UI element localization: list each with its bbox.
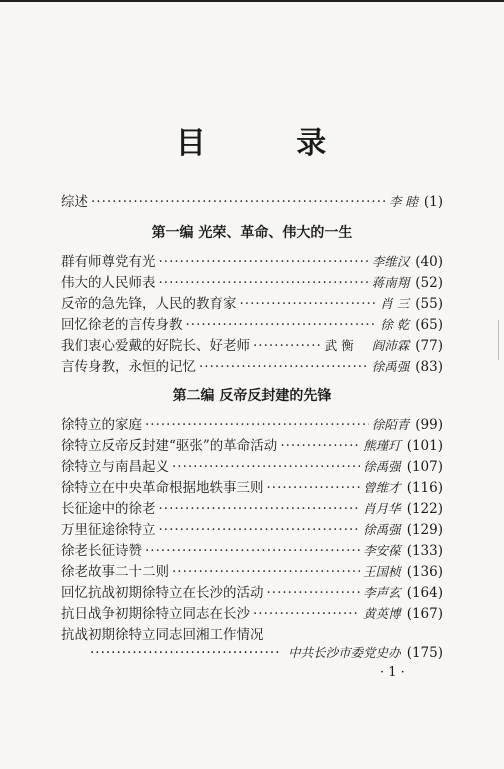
leader-dots <box>253 606 360 622</box>
leader-dots <box>172 459 360 475</box>
toc-entry-page: (167) <box>406 606 443 622</box>
toc-entry-page: (129) <box>406 522 443 538</box>
section-heading: 第二编 反帝反封建的先锋 <box>172 388 332 404</box>
toc-entry-author: 徐陌青 <box>371 417 410 432</box>
toc-entry-page: (55) <box>415 296 443 312</box>
toc-entry-title: 综述 <box>61 194 88 210</box>
toc-entry-page: (136) <box>406 564 443 580</box>
toc-entry-author: 蒋南翔 <box>371 275 410 290</box>
toc-entry[interactable] <box>61 623 443 643</box>
toc-entry-title: 言传身教，永恒的记忆 <box>61 359 196 375</box>
toc-entry[interactable] <box>61 313 443 333</box>
toc-entry-page: (175) <box>406 645 443 661</box>
leader-dots <box>172 564 360 580</box>
toc-entry-title: 徐特立反帝反封建“驱张”的革命活动 <box>61 438 278 454</box>
toc-entry-continuation[interactable] <box>90 643 443 663</box>
toc-entry[interactable] <box>61 271 443 291</box>
toc-entry[interactable] <box>61 560 443 580</box>
toc-entry-author: 徐禹强 <box>371 359 410 374</box>
toc-entry-page: (101) <box>406 438 443 454</box>
toc-entry-author: 肖 三 <box>380 296 410 311</box>
toc-entry[interactable] <box>61 455 443 475</box>
leader-dots <box>145 543 360 559</box>
leader-dots <box>159 254 369 270</box>
page-title: 目 录 <box>175 126 367 161</box>
toc-entry-author: 徐 乾 <box>380 317 410 332</box>
toc-entry-page: (133) <box>406 543 443 559</box>
leader-dots <box>253 338 322 354</box>
toc-entry-page: (52) <box>415 275 443 291</box>
toc-entry-author: 李安葆 <box>363 543 401 558</box>
toc-entry[interactable] <box>61 518 443 538</box>
toc-entry-title: 徐特立与南昌起义 <box>61 459 169 475</box>
leader-dots <box>159 522 361 538</box>
toc-entry[interactable] <box>61 497 443 517</box>
scan-edge-mark <box>498 320 499 360</box>
toc-entry-author: 徐禹强 <box>363 522 401 537</box>
toc-entry-title: 回忆徐老的言传身教 <box>61 317 183 333</box>
leader-dots <box>145 417 369 433</box>
toc-entry-author: 李维汉 <box>371 254 410 269</box>
leader-dots <box>159 275 369 291</box>
toc-entry[interactable] <box>61 334 443 354</box>
leader-dots <box>280 438 360 454</box>
toc-entry-page: (116) <box>406 480 443 496</box>
page-top-border <box>0 0 504 14</box>
toc-entry-title: 我们衷心爱戴的好院长、好老师 <box>61 338 250 354</box>
toc-entry-title: 抗日战争初期徐特立同志在长沙 <box>61 606 250 622</box>
toc-entry[interactable] <box>61 602 443 622</box>
toc-entry-title: 徐老长征诗赞 <box>61 543 142 559</box>
toc-entry-author: 曾维才 <box>363 480 401 495</box>
toc-entry-author: 王国桢 <box>363 564 401 579</box>
toc-entry[interactable] <box>61 539 443 559</box>
toc-entry-title: 回忆抗战初期徐特立在长沙的活动 <box>61 585 264 601</box>
toc-entry-page: (107) <box>406 459 443 475</box>
toc-entry-page: (83) <box>415 359 443 375</box>
toc-entry-title: 长征途中的徐老 <box>61 501 156 517</box>
toc-entry-author: 李声玄 <box>363 585 401 600</box>
toc-entry-page: (122) <box>406 501 443 517</box>
toc-entry[interactable] <box>61 434 443 454</box>
toc-entry-title: 抗战初期徐特立同志回湘工作情况 <box>61 627 264 643</box>
toc-entry-author: 熊瑾玎 <box>363 438 401 453</box>
leader-dots <box>240 296 378 312</box>
toc-entry-page: (1) <box>423 194 443 210</box>
leader-dots <box>267 480 361 496</box>
section-heading: 第一编 光荣、革命、伟大的一生 <box>151 225 353 241</box>
toc-entry-title: 徐特立的家庭 <box>61 417 142 433</box>
toc-entry-author: 中共长沙市委党史办 <box>288 645 401 660</box>
toc-entry[interactable] <box>61 355 443 375</box>
toc-entry-title: 徐老故事二十二则 <box>61 564 169 580</box>
page-number: · 1 · <box>380 665 405 680</box>
toc-entry-author: 黄英博 <box>363 606 401 621</box>
toc-entry-author: 李 睦 <box>388 194 418 209</box>
toc-entry-author: 阎沛霖 <box>371 338 410 353</box>
toc-entry-page: (65) <box>415 317 443 333</box>
leader-dots <box>267 585 361 601</box>
leader-dots <box>199 359 369 375</box>
toc-entry-title: 反帝的急先锋，人民的教育家 <box>61 296 237 312</box>
leader-dots <box>90 645 280 661</box>
leader-dots <box>159 501 361 517</box>
toc-entry-title: 徐特立在中央革命根据地轶事三则 <box>61 480 264 496</box>
toc-entry-page: (164) <box>406 585 443 601</box>
toc-entry-overview[interactable] <box>61 190 443 210</box>
toc-entry[interactable] <box>61 476 443 496</box>
leader-dots <box>91 194 386 210</box>
toc-entry-page: (99) <box>415 417 443 433</box>
toc-entry[interactable] <box>61 413 443 433</box>
toc-entry-page: (77) <box>415 338 443 354</box>
toc-entry-title: 群有师尊党有光 <box>61 254 156 270</box>
toc-entry-page: (40) <box>415 254 443 270</box>
toc-entry-co-author: 武 衡 <box>324 338 354 353</box>
toc-entry-title: 伟大的人民师表 <box>61 275 156 291</box>
toc-entry[interactable] <box>61 581 443 601</box>
toc-entry-author: 肖月华 <box>363 501 401 516</box>
toc-entry-author: 徐禹强 <box>363 459 401 474</box>
toc-entry[interactable] <box>61 292 443 312</box>
leader-dots <box>186 317 378 333</box>
toc-entry-title: 万里征途徐特立 <box>61 522 156 538</box>
toc-entry[interactable] <box>61 250 443 270</box>
